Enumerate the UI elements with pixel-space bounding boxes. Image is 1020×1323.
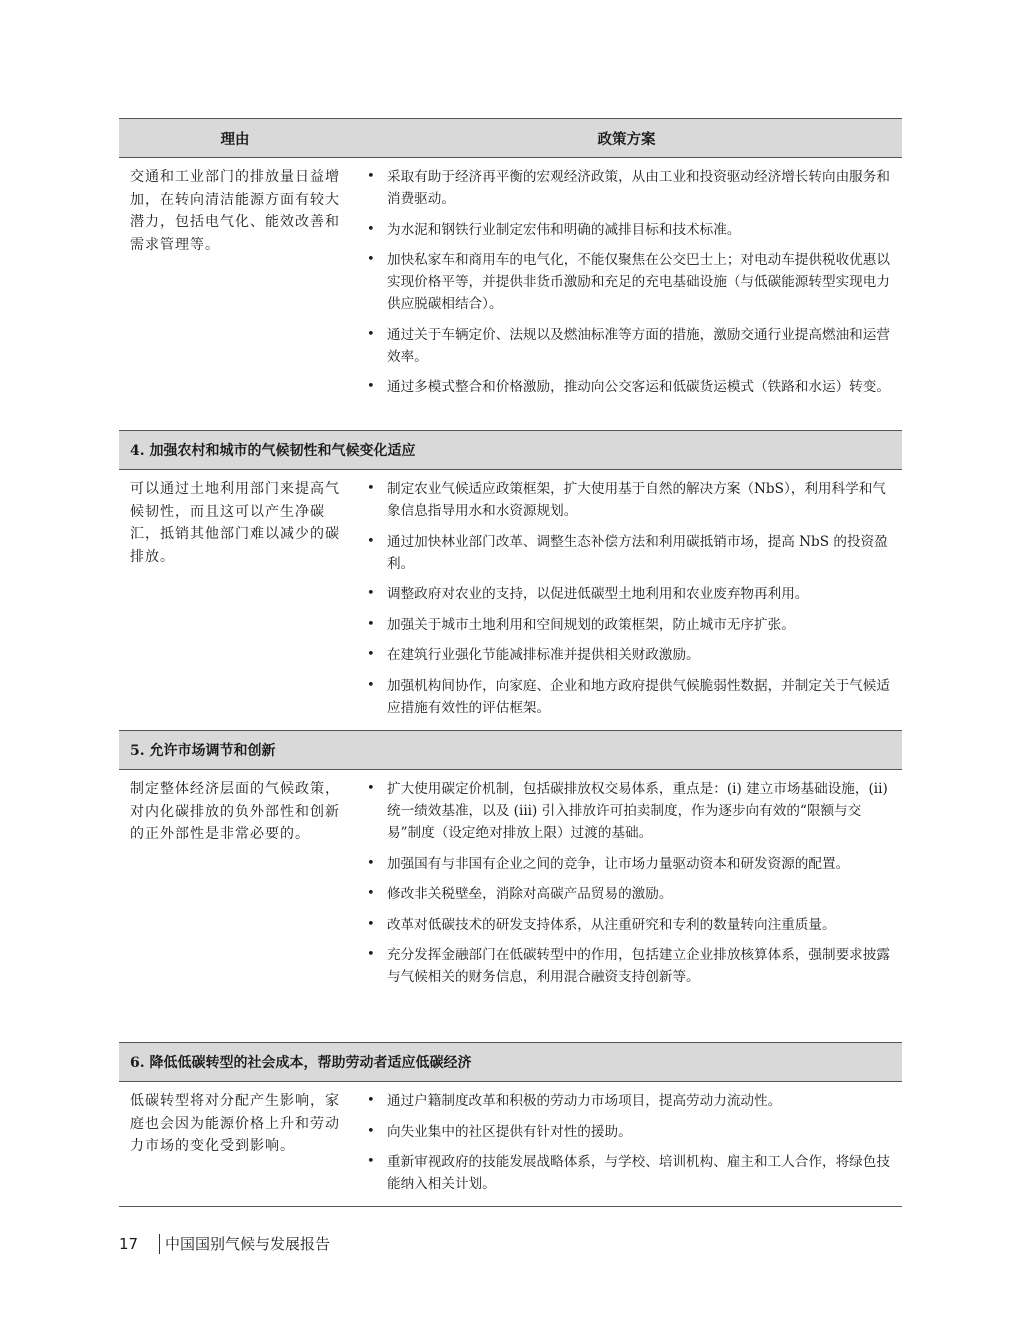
table-header [119,119,902,158]
list-item [363,1121,890,1143]
section-heading-4: 4. 加强农村和城市的气候韧性和气候变化适应 [119,430,902,470]
bullet-icon: • [367,586,375,601]
reason-cell: 交通和工业部门的排放量日益增加，在转向清洁能源方面有较大潜力，包括电气化、能效改善和需求管理等。 [130,169,340,253]
policy-list [351,770,902,1042]
list-item [363,883,890,905]
report-title: 中国国别气候与发展报告 [165,1235,331,1253]
policy-text: 向失业集中的社区提供有针对性的援助。 [387,1123,632,1140]
list-item [363,644,890,666]
list-item [363,478,890,522]
bullet-icon: • [367,647,375,662]
list-item [363,583,890,605]
policy-text: 加强国有与非国有企业之间的竞争，让市场力量驱动资本和研发资源的配置。 [387,855,850,872]
footer-divider [159,1234,160,1254]
table-row [119,1082,902,1207]
reason-cell: 制定整体经济层面的气候政策，对内化碳排放的负外部性和创新的正外部性是非常必要的。 [130,781,340,842]
page-footer [119,1233,330,1254]
list-item [363,914,890,936]
policy-text: 采取有助于经济再平衡的宏观经济政策，从由工业和投资驱动经济增长转向由服务和消费驱动。 [387,169,890,207]
bullet-icon: • [367,677,375,693]
list-item [363,853,890,875]
policy-text: 调整政府对农业的支持，以促进低碳型土地利用和农业废弃物再利用。 [387,586,809,602]
list-item [363,778,890,844]
table-row [119,470,902,730]
bullet-icon: • [367,1123,375,1139]
bullet-icon: • [367,947,375,962]
section-heading-5: 5. 允许市场调节和创新 [119,730,902,770]
bullet-icon: • [367,1093,375,1108]
bullet-icon: • [367,221,375,237]
list-item [363,531,890,575]
bullet-icon: • [367,481,375,496]
policy-text: 改革对低碳技术的研发支持体系，从注重研究和专利的数量转向注重质量。 [387,916,836,933]
list-item [363,944,890,988]
list-item [363,249,890,315]
bullet-icon: • [367,916,375,932]
bullet-icon: • [367,169,375,184]
policy-text: 通过加快林业部门改革、调整生态补偿方法和利用碳抵销市场，提高 NbS 的投资盈利。 [387,533,888,572]
list-item [363,1090,890,1112]
policy-text: 通过关于车辆定价、法规以及燃油标准等方面的措施，激励交通行业提高燃油和运营效率。 [387,326,890,365]
bullet-icon: • [367,886,375,901]
reason-cell: 低碳转型将对分配产生影响，家庭也会因为能源价格上升和劳动力市场的变化受到影响。 [130,1093,340,1154]
page-number: 17 [119,1234,139,1253]
header-reason: 理由 [220,130,250,148]
policy-list [351,470,902,730]
list-item [363,614,890,636]
policy-table [119,118,902,1207]
bullet-icon: • [367,533,375,549]
reason-cell: 可以通过土地利用部门来提高气候韧性，而且这可以产生净碳汇，抵销其他部门难以减少的碳排放。 [130,481,340,565]
list-item [363,675,890,719]
policy-text: 重新审视政府的技能发展战略体系，与学校、培训机构、雇主和工人合作，将绿色技能纳入相关计划。 [387,1154,890,1192]
list-item [363,324,890,368]
policy-text: 扩大使用碳定价机制，包括碳排放权交易体系，重点是：(i) 建立市场基础设施，(ii) 统一绩效基准，以及 (iii) 引入排放许可拍卖制度，作为逐步向有效的“限额与交易”制度（设定绝对排放上限）过渡的基础。 [387,781,888,841]
list-item [363,219,890,241]
policy-text: 加快私家车和商用车的电气化，不能仅聚焦在公交巴士上；对电动车提供税收优惠以实现价格平等，并提供非货币激励和充足的充电基础设施（与低碳能源转型实现电力供应脱碳相结合）。 [387,252,890,312]
bullet-icon: • [367,855,375,871]
header-policy: 政策方案 [597,130,656,148]
policy-list [351,1082,902,1206]
table-row [119,158,902,430]
policy-text: 通过多模式整合和价格激励，推动向公交客运和低碳货运模式（铁路和水运）转变。 [387,379,890,395]
bullet-icon: • [367,781,375,796]
section-heading-6: 6. 降低低碳转型的社会成本，帮助劳动者适应低碳经济 [119,1042,902,1082]
policy-text: 在建筑行业强化节能减排标准并提供相关财政激励。 [387,647,700,663]
policy-text: 充分发挥金融部门在低碳转型中的作用，包括建立企业排放核算体系，强制要求披露与气候相关的财务信息，利用混合融资支持创新等。 [387,947,890,985]
bullet-icon: • [367,379,375,394]
policy-text: 加强机构间协作，向家庭、企业和地方政府提供气候脆弱性数据，并制定关于气候适应措施有效性的评估框架。 [387,677,890,716]
policy-text: 加强关于城市土地利用和空间规划的政策框架，防止城市无序扩张。 [387,616,795,633]
policy-text: 修改非关税壁垒，消除对高碳产品贸易的激励。 [387,886,673,902]
bullet-icon: • [367,616,375,632]
policy-text: 通过户籍制度改革和积极的劳动力市场项目，提高劳动力流动性。 [387,1093,782,1109]
list-item [363,1151,890,1195]
policy-text: 制定农业气候适应政策框架，扩大使用基于自然的解决方案（NbS），利用科学和气象信息指导用水和水资源规划。 [387,481,886,519]
list-item [363,376,890,398]
bullet-icon: • [367,1154,375,1169]
list-item [363,166,890,210]
table-row [119,770,902,1042]
bullet-icon: • [367,252,375,267]
policy-list [351,158,902,430]
policy-text: 为水泥和钢铁行业制定宏伟和明确的减排目标和技术标准。 [387,221,741,238]
bullet-icon: • [367,326,375,342]
